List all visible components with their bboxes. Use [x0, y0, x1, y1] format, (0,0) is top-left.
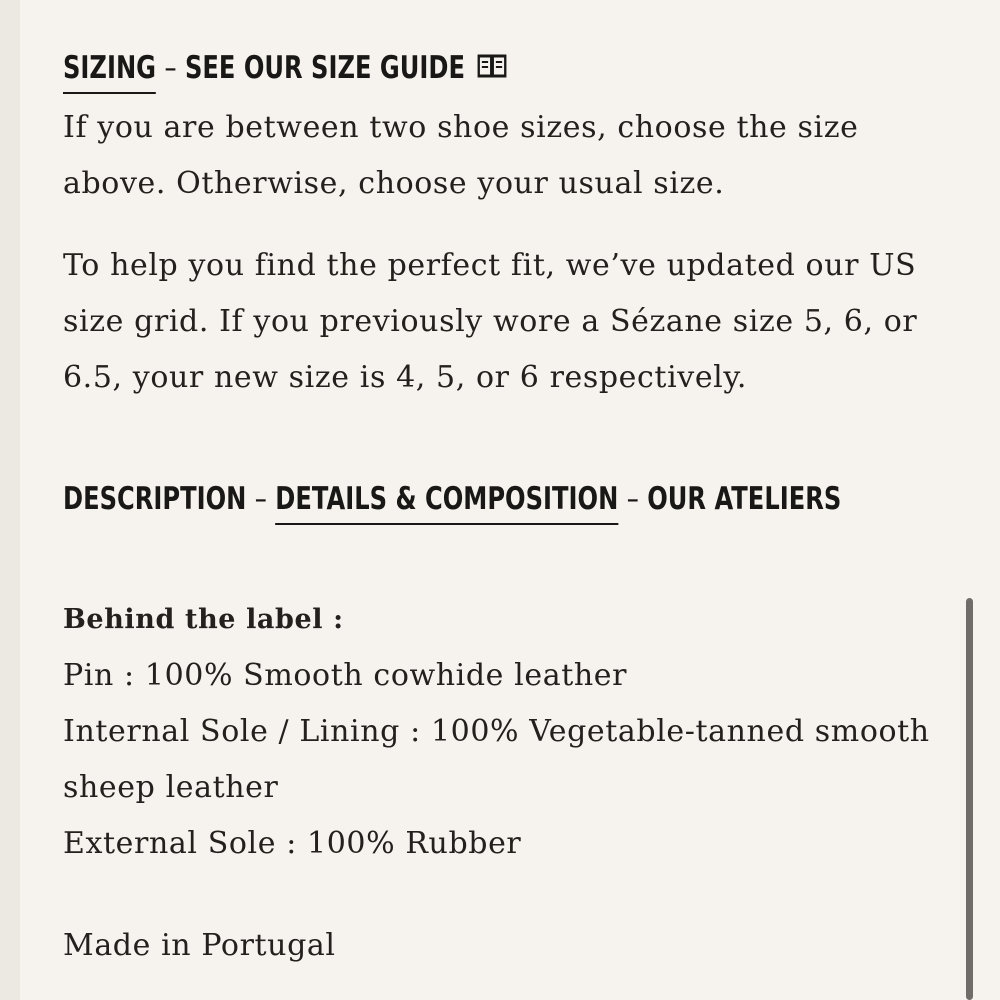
tab-our-ateliers[interactable]: OUR ATELIERS	[647, 481, 842, 517]
tab-separator-1: –	[254, 481, 267, 517]
sizing-separator: –	[164, 50, 177, 86]
description-tabs	[63, 479, 841, 519]
tab-separator-2: –	[626, 481, 639, 517]
sizing-advice-text: If you are between two shoe sizes, choose the size above. Otherwise, choose your usual size.	[63, 110, 859, 201]
book-icon	[477, 51, 508, 91]
composition-block	[63, 592, 943, 872]
made-in-text: Made in Portugal	[63, 928, 336, 963]
composition-line-internal-sole: Internal Sole / Lining : 100% Vegetable-tanned smooth sheep leather	[63, 714, 930, 805]
tab-description[interactable]: DESCRIPTION	[63, 481, 247, 517]
composition-line-external-sole: External Sole : 100% Rubber	[63, 826, 522, 861]
composition-heading: Behind the label :	[63, 604, 344, 635]
tab-details-composition[interactable]: DETAILS & COMPOSITION	[275, 481, 618, 525]
sizing-tab[interactable]: SIZING	[63, 50, 156, 94]
size-guide-link[interactable]	[185, 50, 508, 86]
sizing-heading	[63, 48, 508, 91]
size-guide-label: SEE OUR SIZE GUIDE	[184, 50, 466, 86]
scrollbar[interactable]	[966, 598, 973, 1000]
size-grid-update-text: To help you find the perfect fit, we’ve updated our US size grid. If you previously wore a Sézane size 5, 6, or 6.5, your new size is 4, 5, or 6 respectively.	[63, 248, 918, 395]
left-margin-strip	[0, 0, 20, 1000]
composition-line-pin: Pin : 100% Smooth cowhide leather	[63, 658, 628, 693]
